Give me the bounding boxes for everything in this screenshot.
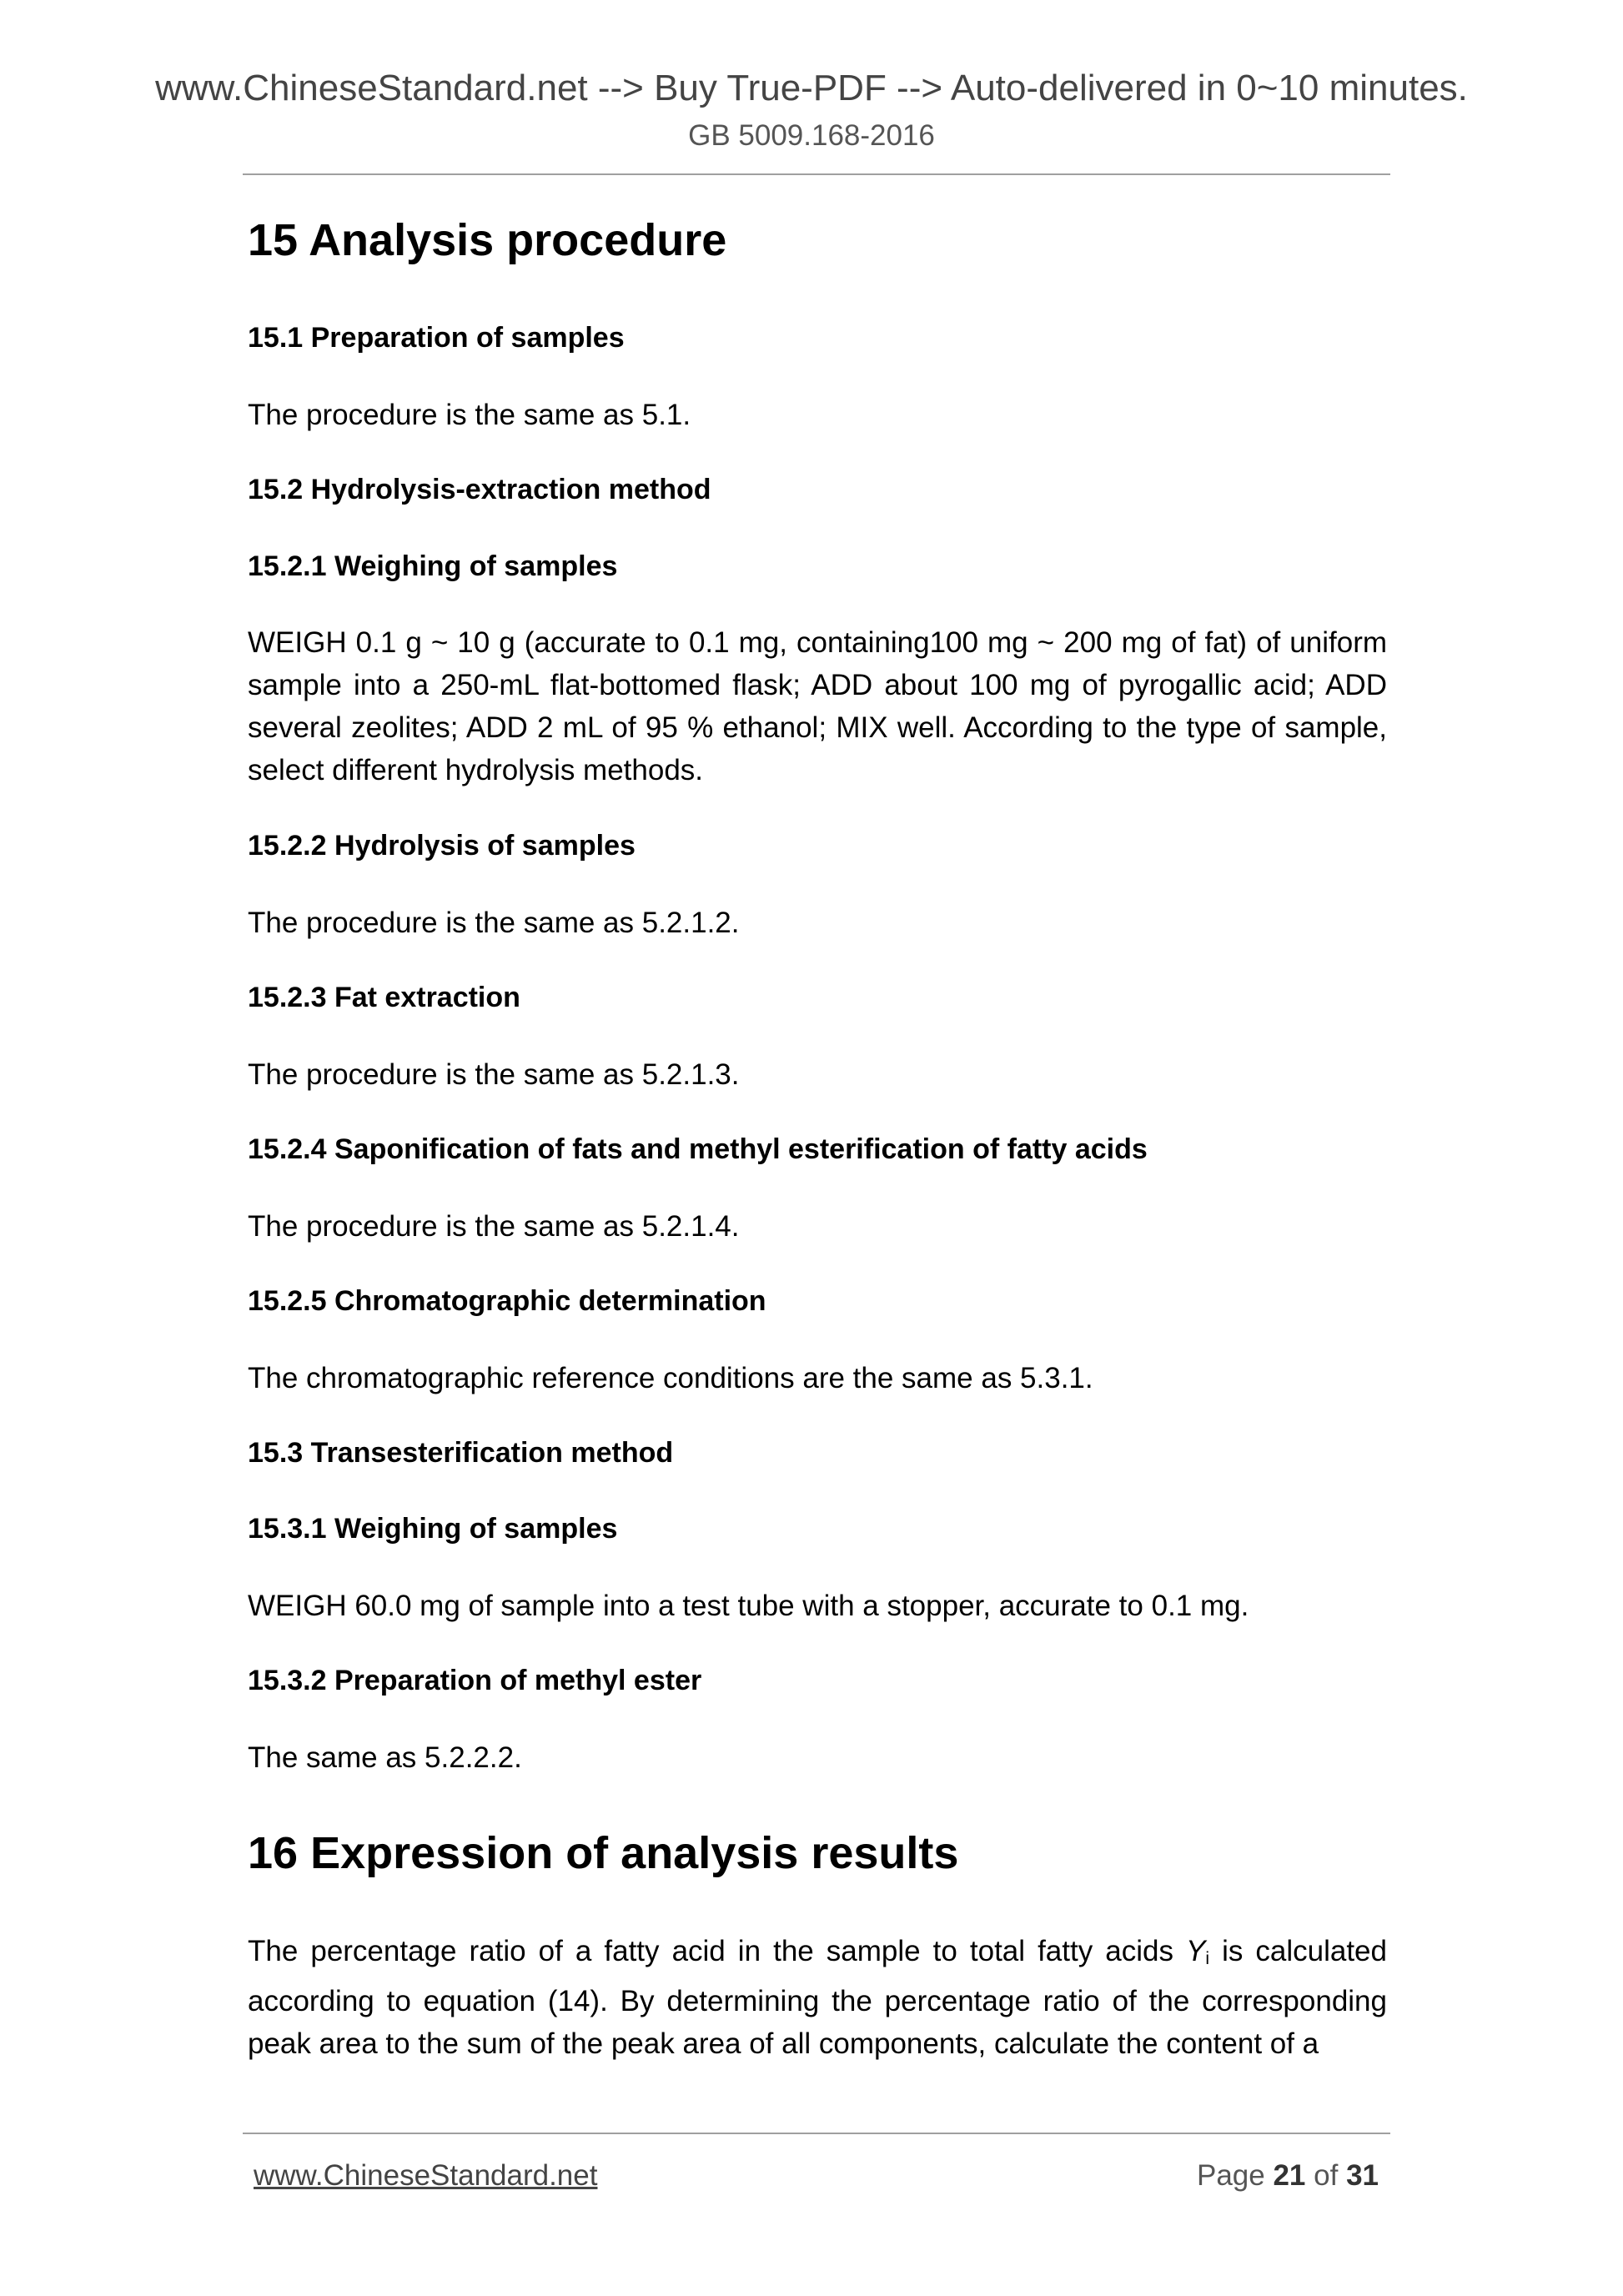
section-15-3-2-text: The same as 5.2.2.2. — [248, 1741, 522, 1774]
page-number — [1197, 2157, 1379, 2195]
section-15-2-1-heading: 15.2.1 Weighing of samples — [248, 550, 618, 582]
section-15-2-2-text: The procedure is the same as 5.2.1.2. — [248, 907, 740, 939]
section-16-text — [248, 1930, 1387, 2065]
variable-subscript: i — [1205, 1949, 1210, 1968]
page-label: Page — [1196, 2159, 1265, 2192]
page-current: 21 — [1273, 2159, 1306, 2192]
footer-site-link[interactable]: www.ChineseStandard.net — [254, 2159, 598, 2192]
section-15-2-4-text: The procedure is the same as 5.2.1.4. — [248, 1210, 740, 1243]
text-part: The percentage ratio of a fatty acid in the sample to total fatty acids — [248, 1935, 1186, 1967]
page-of: of — [1314, 2159, 1339, 2192]
section-15-2-3-text: The procedure is the same as 5.2.1.3. — [248, 1058, 740, 1091]
section-15-1-text: The procedure is the same as 5.1. — [248, 399, 691, 431]
text-part: is calculated according to equation (14). By determining the percentage ratio of the corresponding peak area to the sum of the peak area of all components, calculate the content of a — [248, 1935, 1387, 2060]
section-16-heading: 16 Expression of analysis results — [248, 1828, 959, 1878]
section-15-1-heading: 15.1 Preparation of samples — [248, 322, 625, 354]
section-15-2-5-heading: 15.2.5 Chromatographic determination — [248, 1285, 766, 1317]
page-total: 31 — [1346, 2159, 1379, 2192]
header-banner: www.ChineseStandard.net --> Buy True-PDF --> Auto-delivered in 0~10 minutes. — [155, 68, 1468, 108]
section-15-3-1-text: WEIGH 60.0 mg of sample into a test tube with a stopper, accurate to 0.1 mg. — [248, 1590, 1249, 1622]
section-15-3-1-heading: 15.3.1 Weighing of samples — [248, 1513, 618, 1545]
section-15-2-heading: 15.2 Hydrolysis-extraction method — [248, 474, 711, 505]
section-15-2-4-heading: 15.2.4 Saponification of fats and methyl esterification of fatty acids — [248, 1133, 1148, 1165]
standard-code: GB 5009.168-2016 — [688, 119, 935, 152]
section-15-heading: 15 Analysis procedure — [248, 215, 727, 265]
section-15-3-2-heading: 15.3.2 Preparation of methyl ester — [248, 1665, 702, 1696]
section-15-2-2-heading: 15.2.2 Hydrolysis of samples — [248, 830, 636, 862]
header-divider — [243, 173, 1390, 175]
section-15-2-1-text: WEIGH 0.1 g ~ 10 g (accurate to 0.1 mg, containing100 mg ~ 200 mg of fat) of uniform sample into a 250-mL flat-bottomed flask; ADD about 100 mg of pyrogallic acid; ADD several zeolites; ADD 2 mL of 95 % ethanol; MIX well. According to the type of sample, select different hydrolysis methods. — [248, 626, 1387, 786]
footer-divider — [243, 2133, 1390, 2134]
variable-y — [1186, 1935, 1209, 1967]
section-15-2-3-heading: 15.2.3 Fat extraction — [248, 982, 520, 1013]
section-15-2-5-text: The chromatographic reference conditions are the same as 5.3.1. — [248, 1362, 1093, 1394]
section-15-3-heading: 15.3 Transesterification method — [248, 1437, 674, 1469]
variable-letter: Y — [1186, 1935, 1206, 1967]
